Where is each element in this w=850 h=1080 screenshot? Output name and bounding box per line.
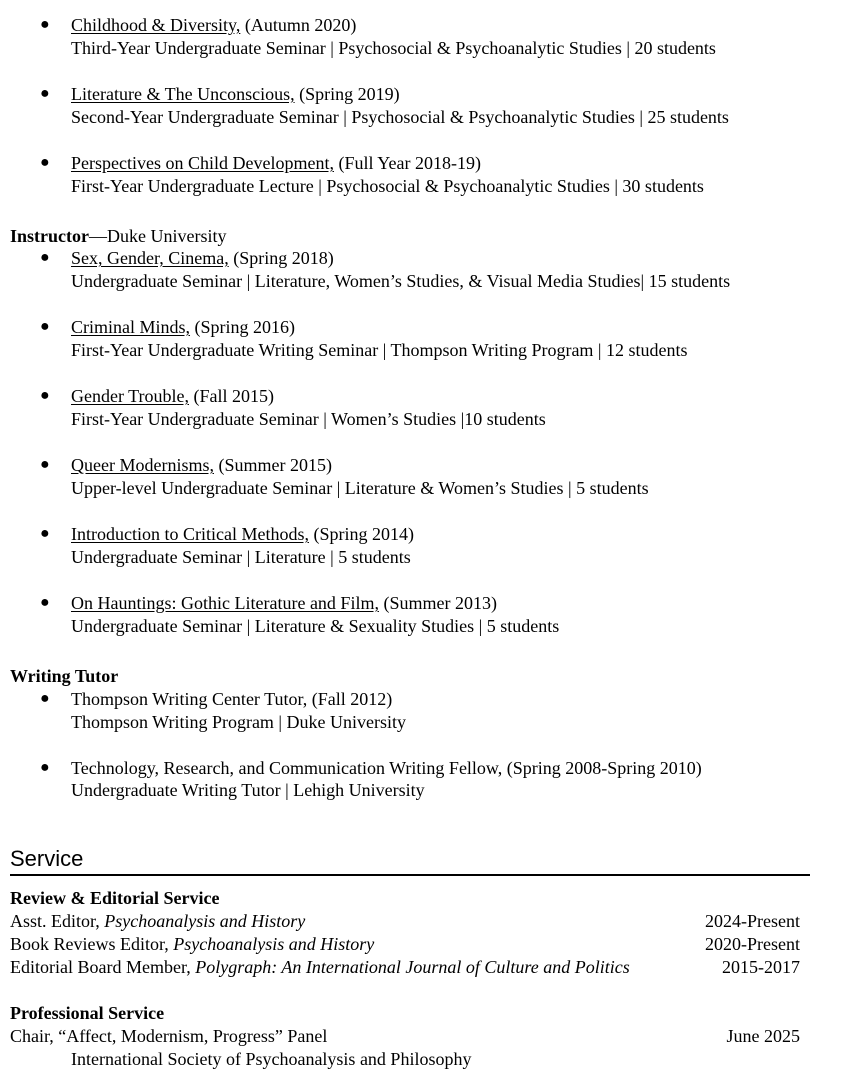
bullet: ● (40, 594, 50, 611)
editorial-role: Book Reviews Editor, (10, 934, 174, 954)
section-heading-tutor: Writing Tutor (10, 666, 119, 686)
bullet: ● (40, 690, 50, 707)
course-details: First-Year Undergraduate Writing Seminar | Thompson Writing Program | 12 students (71, 340, 688, 360)
bullet: ● (40, 85, 50, 102)
course-title-line (71, 454, 332, 476)
editorial-dates: 2024-Present (705, 911, 800, 931)
tutor-line2: Undergraduate Writing Tutor | Lehigh University (71, 780, 425, 800)
tutor-line1: Thompson Writing Center Tutor, (Fall 2012) (71, 689, 393, 709)
course-title: On Hauntings: Gothic Literature and Film, (71, 593, 379, 613)
professional-sub: International Society of Psychoanalysis and Philosophy (71, 1049, 472, 1069)
subheading-professional: Professional Service (10, 1003, 165, 1023)
course-title: Introduction to Critical Methods, (71, 524, 309, 544)
bullet: ● (40, 318, 50, 335)
bullet: ● (40, 154, 50, 171)
course-title-line (71, 247, 334, 269)
editorial-row (10, 933, 374, 955)
course-details: Undergraduate Seminar | Literature | 5 students (71, 547, 411, 567)
course-details: Second-Year Undergraduate Seminar | Psychosocial & Psychoanalytic Studies | 25 students (71, 107, 729, 127)
course-term: (Spring 2018) (233, 248, 334, 268)
bullet: ● (40, 456, 50, 473)
course-term: (Full Year 2018-19) (338, 153, 481, 173)
course-title: Queer Modernisms, (71, 455, 214, 475)
course-details: Undergraduate Seminar | Literature, Women’s Studies, & Visual Media Studies| 15 students (71, 271, 731, 291)
course-term: (Autumn 2020) (244, 15, 357, 35)
tutor-line2: Thompson Writing Program | Duke University (71, 712, 407, 732)
heading-rest: —Duke University (89, 226, 227, 246)
editorial-dates: 2015-2017 (722, 957, 800, 977)
editorial-role: Asst. Editor, (10, 911, 105, 931)
course-details: First-Year Undergraduate Lecture | Psychosocial & Psychoanalytic Studies | 30 students (71, 176, 704, 196)
editorial-publication: Polygraph: An International Journal of Culture and Politics (195, 957, 630, 977)
editorial-publication: Psychoanalysis and History (104, 911, 306, 931)
tutor-line1: Technology, Research, and Communication Writing Fellow, (Spring 2008-Spring 2010) (71, 758, 702, 778)
editorial-publication: Psychoanalysis and History (173, 934, 375, 954)
heading-bold: Instructor (10, 226, 89, 246)
editorial-row (10, 956, 630, 978)
course-details: Third-Year Undergraduate Seminar | Psychosocial & Psychoanalytic Studies | 20 students (71, 38, 716, 58)
professional-role: Chair, “Affect, Modernism, Progress” Panel (10, 1026, 328, 1046)
bullet: ● (40, 16, 50, 33)
course-title-line (71, 316, 295, 338)
editorial-role: Editorial Board Member, (10, 957, 196, 977)
bullet: ● (40, 525, 50, 542)
course-title: Literature & The Unconscious, (71, 84, 295, 104)
course-details: First-Year Undergraduate Seminar | Women’s Studies |10 students (71, 409, 546, 429)
professional-dates: June 2025 (726, 1026, 800, 1046)
course-term: (Spring 2016) (194, 317, 296, 337)
editorial-dates: 2020-Present (705, 934, 800, 954)
bullet: ● (40, 759, 50, 776)
course-term: (Fall 2015) (193, 386, 274, 406)
course-title-line (71, 83, 400, 105)
course-title-line (71, 523, 414, 545)
course-title-line (71, 14, 356, 36)
course-term: (Summer 2015) (218, 455, 332, 475)
course-term: (Spring 2014) (313, 524, 414, 544)
course-title: Criminal Minds, (71, 317, 191, 337)
course-title-line (71, 152, 481, 174)
course-title-line (71, 592, 497, 614)
course-title: Gender Trouble, (71, 386, 189, 406)
section-title-service: Service (10, 846, 84, 871)
course-term: (Summer 2013) (383, 593, 497, 613)
course-term: (Spring 2019) (299, 84, 400, 104)
section-divider (10, 874, 810, 876)
bullet: ● (40, 387, 50, 404)
course-details: Undergraduate Seminar | Literature & Sexuality Studies | 5 students (71, 616, 560, 636)
subheading-editorial: Review & Editorial Service (10, 888, 220, 908)
bullet: ● (40, 249, 50, 266)
course-title: Childhood & Diversity, (71, 15, 241, 35)
editorial-row (10, 910, 305, 932)
section-heading-duke (10, 225, 226, 247)
course-title-line (71, 385, 274, 407)
course-title: Sex, Gender, Cinema, (71, 248, 229, 268)
course-title: Perspectives on Child Development, (71, 153, 334, 173)
course-details: Upper-level Undergraduate Seminar | Literature & Women’s Studies | 5 students (71, 478, 649, 498)
